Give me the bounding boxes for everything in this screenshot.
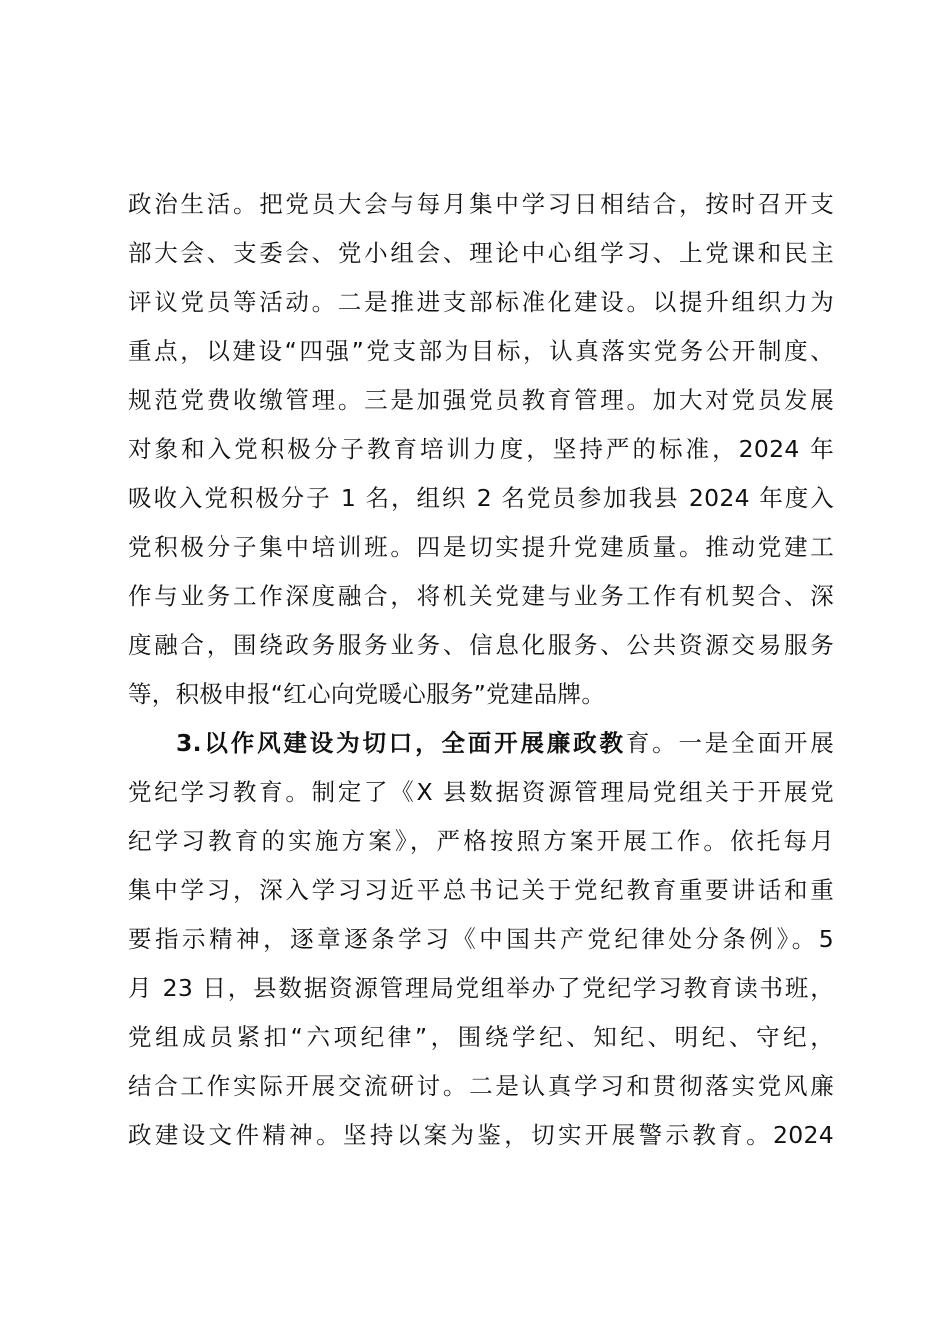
body-text-line: 结合工作实际开展交流研讨。二是认真学习和贯彻落实党风廉 — [128, 1072, 834, 1100]
body-text-line: 纪学习教育的实施方案》，严格按照方案开展工作。依托每月 — [128, 827, 834, 855]
body-text-line: 等，积极申报“红心向党暖心服务”党建品牌。 — [128, 680, 606, 708]
body-text-line: 集中学习，深入学习习近平总书记关于党纪教育重要讲话和重 — [128, 876, 834, 904]
body-text-line: 党组成员紧扣“六项纪律”，围绕学纪、知纪、明纪、守纪， — [128, 1023, 834, 1051]
body-text-line: 部大会、支委会、党小组会、理论中心组学习、上党课和民主 — [128, 239, 834, 267]
body-text-line: 月 23 日，县数据资源管理局党组举办了党纪学习教育读书班， — [128, 974, 834, 1002]
body-text-line: 对象和入党积极分子教育培训力度，坚持严的标准，2024 年 — [128, 435, 834, 463]
body-text-line: 度融合，围绕政务服务业务、信息化服务、公共资源交易服务 — [128, 631, 834, 659]
body-text-line: 规范党费收缴管理。三是加强党员教育管理。加大对党员发展 — [128, 386, 834, 414]
body-text-line: 政建设文件精神。坚持以案为鉴，切实开展警示教育。2024 — [128, 1121, 834, 1149]
body-text-line: 要指示精神，逐章逐条学习《中国共产党纪律处分条例》。5 — [128, 925, 834, 953]
body-text-line: 作与业务工作深度融合，将机关党建与业务工作有机契合、深 — [128, 582, 834, 610]
section-heading: 3.以作风建设为切口，全面开展廉政教 — [176, 729, 626, 757]
body-text-line: 评议党员等活动。二是推进支部标准化建设。以提升组织力为 — [128, 288, 834, 316]
body-text-line: 政治生活。把党员大会与每月集中学习日相结合，按时召开支 — [128, 190, 834, 218]
section-heading-rest: 育。一是全面开展 — [625, 729, 834, 757]
body-text-line: 重点，以建设“四强”党支部为目标，认真落实党务公开制度、 — [128, 337, 834, 365]
body-text-line: 吸收入党积极分子 1 名，组织 2 名党员参加我县 2024 年度入 — [128, 484, 834, 512]
body-text-line: 党纪学习教育。制定了《X 县数据资源管理局党组关于开展党 — [128, 778, 834, 806]
body-text-line: 党积极分子集中培训班。四是切实提升党建质量。推动党建工 — [128, 533, 834, 561]
section-heading-line — [176, 727, 834, 759]
